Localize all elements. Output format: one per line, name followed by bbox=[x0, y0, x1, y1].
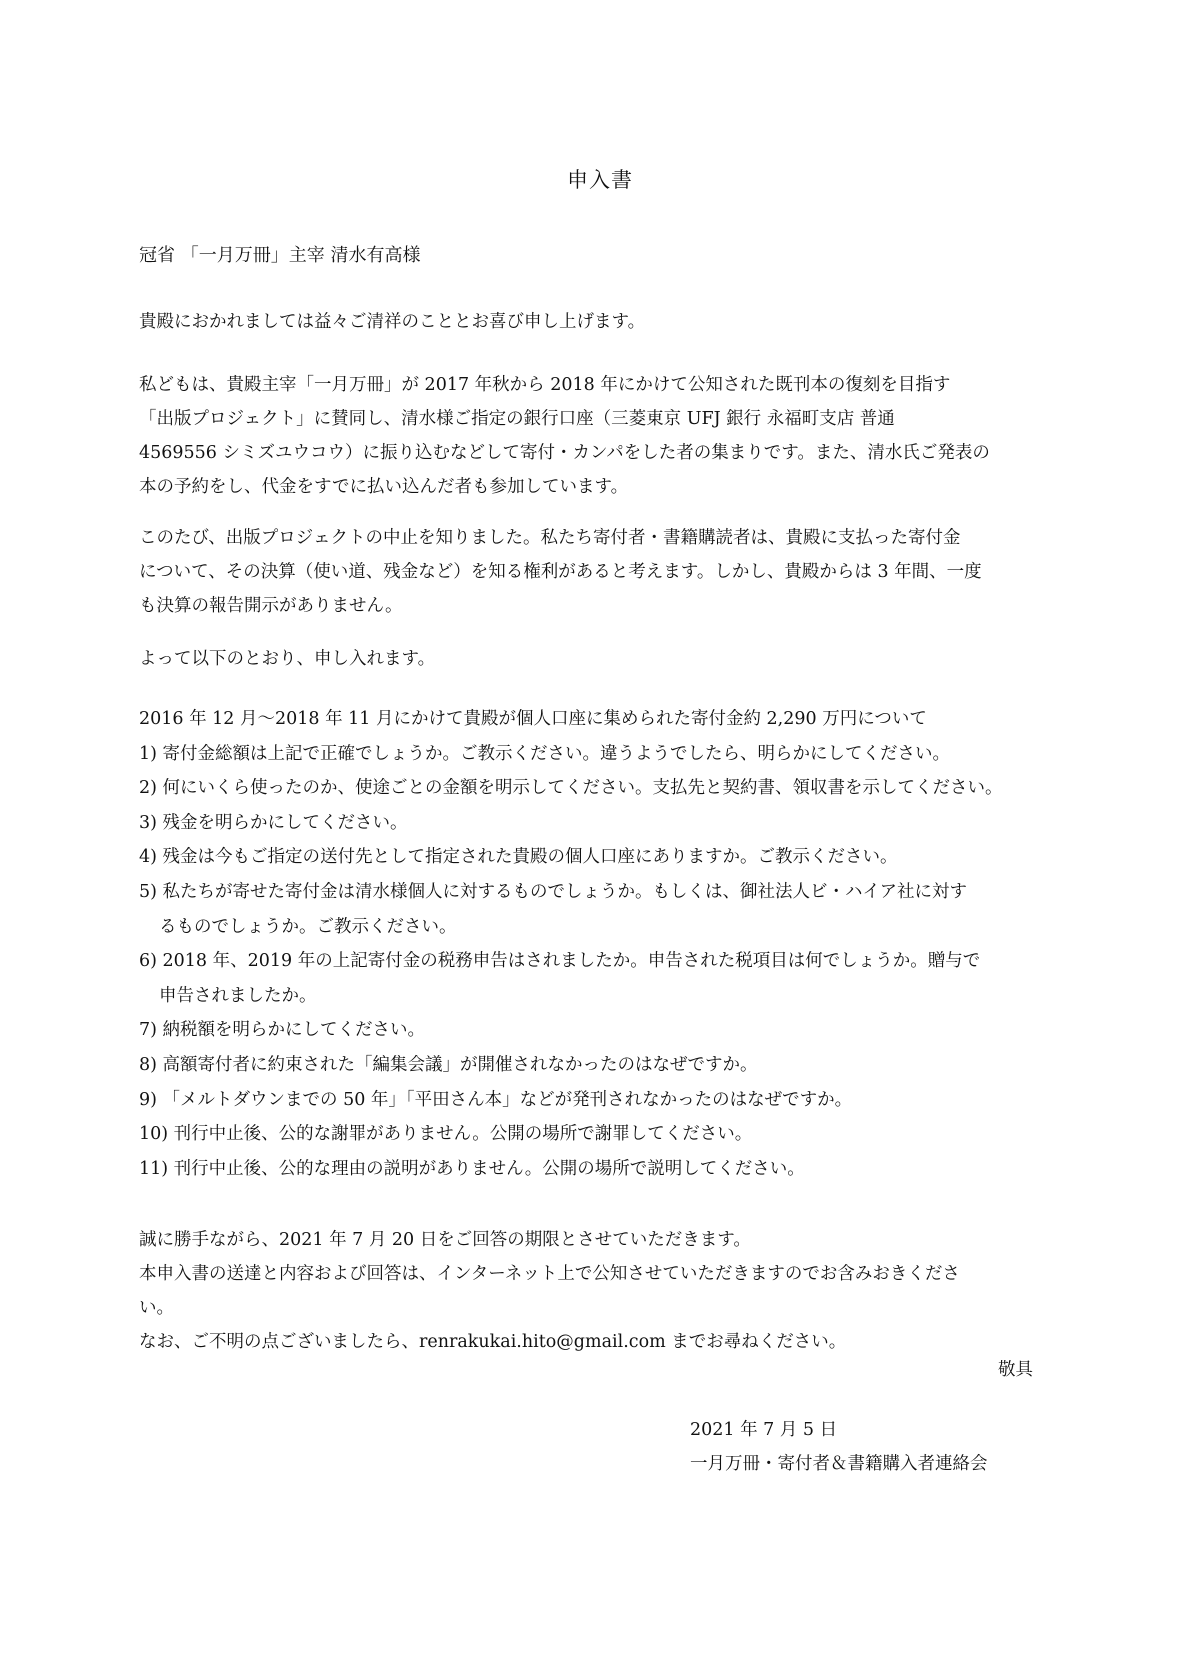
closing-paragraph bbox=[139, 1223, 1059, 1359]
sender-name: 一月万冊・寄付者＆書籍購入者連絡会 bbox=[690, 1454, 988, 1474]
list-item-continuation: 申告されましたか。 bbox=[159, 985, 317, 1006]
list-item: 4) 残金は今もご指定の送付先として指定された貴殿の個人口座にありますか。ご教示ください。 bbox=[139, 847, 898, 868]
paragraph-line: も決算の報告開示がありません。 bbox=[139, 596, 403, 616]
paragraph-line: 本申入書の送達と内容および回答は、インターネット上で公知させていただきますのでお含みおきくださ bbox=[139, 1264, 960, 1284]
paragraph-line: 4569556 シミズユウコウ）に振り込むなどして寄付・カンパをした者の集まりです。また、清水氏ご発表の bbox=[139, 443, 990, 463]
list-item-continuation: るものでしょうか。ご教示ください。 bbox=[159, 916, 457, 937]
list-item: 5) 私たちが寄せた寄付金は清水様個人に対するものでしょうか。もしくは、御社法人ビ・ハイア社に対す bbox=[139, 881, 967, 902]
list-item: 9) 「メルトダウンまでの 50 年」「平田さん本」などが発刊されなかったのはなぜですか。 bbox=[139, 1089, 853, 1110]
list-item: 10) 刊行中止後、公的な謝罪がありません。公開の場所で謝罪してください。 bbox=[139, 1124, 753, 1145]
greeting-paragraph: 貴殿におかれましては益々ご清祥のこととお喜び申し上げます。 bbox=[139, 312, 646, 332]
list-intro: 2016 年 12 月～2018 年 11 月にかけて貴殿が個人口座に集められた寄付金約 2,290 万円について bbox=[139, 709, 927, 729]
list-item: 2) 何にいくら使ったのか、使途ごとの金額を明示してください。支払先と契約書、領収書を示してください。 bbox=[139, 778, 1003, 799]
request-intro-paragraph: よって以下のとおり、申し入れます。 bbox=[139, 649, 436, 669]
document-date: 2021 年 7 月 5 日 bbox=[690, 1420, 838, 1440]
paragraph-line: 私どもは、貴殿主宰「一月万冊」が 2017 年秋から 2018 年にかけて公知された既刊本の復刻を目指す bbox=[139, 375, 951, 395]
list-item: 3) 残金を明らかにしてください。 bbox=[139, 812, 408, 833]
list-item: 11) 刊行中止後、公的な理由の説明がありません。公開の場所で説明してください。 bbox=[139, 1158, 805, 1179]
paragraph-line: について、その決算（使い道、残金など）を知る権利があると考えます。しかし、貴殿からは 3 年間、一度 bbox=[139, 562, 982, 582]
list-item: 1) 寄付金総額は上記で正確でしょうか。ご教示ください。違うようでしたら、明らかにしてください。 bbox=[139, 743, 951, 764]
list-item: 7) 納税額を明らかにしてください。 bbox=[139, 1020, 426, 1041]
request-list bbox=[139, 702, 1059, 1186]
paragraph-line: このたび、出版プロジェクトの中止を知りました。私たち寄付者・書籍購読者は、貴殿に支払った寄付金 bbox=[139, 528, 961, 548]
paragraph-line: 本の予約をし、代金をすでに払い込んだ者も参加しています。 bbox=[139, 477, 629, 497]
paragraph-line: 「出版プロジェクト」に賛同し、清水様ご指定の銀行口座（三菱東京 UFJ 銀行 永福町支店 普通 bbox=[139, 409, 895, 429]
addressee-line: 冠省 「一月万冊」主宰 清水有高様 bbox=[139, 245, 421, 266]
signature-block bbox=[690, 1413, 988, 1481]
paragraph-line: 誠に勝手ながら、2021 年 7 月 20 日をご回答の期限とさせていただきます。 bbox=[139, 1230, 751, 1250]
list-item: 8) 高額寄付者に約束された「編集会議」が開催されなかったのはなぜですか。 bbox=[139, 1054, 758, 1075]
paragraph-line: い。 bbox=[139, 1298, 174, 1318]
contact-line: なお、ご不明の点ございましたら、renrakukai.hito@gmail.com までお尋ねください。 bbox=[139, 1332, 847, 1352]
document-title: 申入書 bbox=[567, 168, 633, 192]
introduction-paragraph bbox=[139, 368, 1059, 504]
list-item: 6) 2018 年、2019 年の上記寄付金の税務申告はされましたか。申告された税項目は何でしょうか。贈与で bbox=[139, 951, 981, 972]
closing-salutation: 敬具 bbox=[998, 1360, 1033, 1380]
reason-paragraph bbox=[139, 521, 1059, 623]
